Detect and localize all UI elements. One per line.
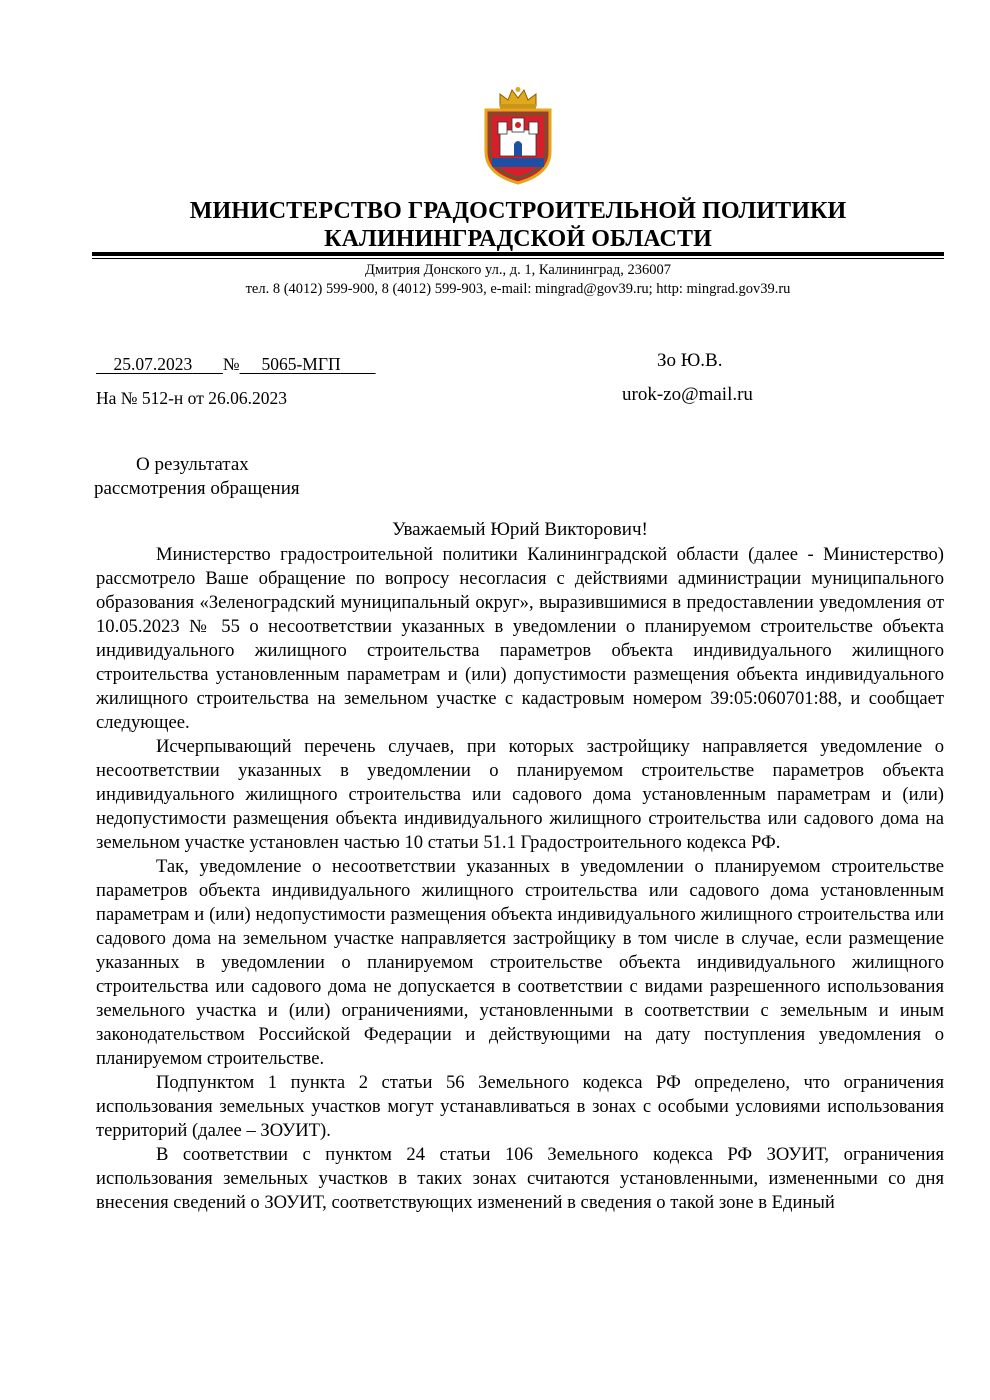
subject-line2: рассмотрения обращения xyxy=(94,478,300,499)
greeting: Уважаемый Юрий Викторович! xyxy=(392,519,648,540)
body-paragraph: В соответствии с пунктом 24 статьи 106 Земельного кодекса РФ ЗОУИТ, ограничения использования земельных участков в таких зонах считаются установленными, измененными со дня внесения сведений о ЗОУИТ, соответствующих изменений в сведения о такой зоне в Единый xyxy=(96,1144,944,1213)
body-paragraph: Исчерпывающий перечень случаев, при которых застройщику направляется уведомление о несоответствии указанных в уведомлении о планируемом строительстве параметров объекта индивидуального жилищного строительства или садового дома установленным параметрам и (или) недопустимости размещения объекта индивидуального жилищного строительства или садового дома на земельном участке установлен частью 10 статьи 51.1 Градостроительного кодекса РФ. xyxy=(96,736,944,853)
ministry-title-line1: МИНИСТЕРСТВО ГРАДОСТРОИТЕЛЬНОЙ ПОЛИТИКИ xyxy=(189,198,847,224)
letter-subject xyxy=(94,453,300,501)
recipient-name: Зо Ю.В. xyxy=(657,350,723,371)
letter-body xyxy=(96,543,944,1215)
ministry-title-line2: КАЛИНИНГРАДСКОЙ ОБЛАСТИ xyxy=(324,226,712,252)
registration-date: 25.07.2023 xyxy=(113,354,193,374)
ministry-contacts xyxy=(92,261,944,299)
header-divider-thick xyxy=(92,252,944,256)
reference-line: На № 512-н от 26.06.2023 xyxy=(96,388,287,408)
recipient-email: urok-zo@mail.ru xyxy=(622,384,753,405)
registration-line xyxy=(96,353,376,375)
ministry-address: Дмитрия Донского ул., д. 1, Калининград, 236007 xyxy=(365,262,671,278)
ministry-title xyxy=(100,197,936,253)
body-paragraph: Министерство градостроительной политики Калининградской области (далее - Министерство) рассмотрело Ваше обращение по вопросу несогласия с действиями администрации муниципального образования «Зеленоградский муниципальный округ», выразившимися в предоставлении уведомления от 10.05.2023 № 55 о несоответствии указанных в уведомлении о планируемом строительстве объекта индивидуального жилищного строительства параметров объекта индивидуального жилищного строительства установленным параметрам и (или) допустимости размещения объекта индивидуального жилищного строительства на земельном участке с кадастровым номером 39:05:060701:88, и сообщает следующее. xyxy=(96,544,944,733)
registration-number: 5065-МГП xyxy=(261,354,341,374)
registration-number-sign: № xyxy=(222,354,240,374)
header-divider-thin xyxy=(92,258,944,259)
body-paragraph: Подпунктом 1 пункта 2 статьи 56 Земельного кодекса РФ определено, что ограничения использования земельных участков могут устанавливаться в зонах с особыми условиями использования территорий (далее – ЗОУИТ). xyxy=(96,1072,944,1141)
ministry-phone-email: тел. 8 (4012) 599-900, 8 (4012) 599-903, e-mail: mingrad@gov39.ru; http: mingrad.gov39.ru xyxy=(245,281,791,297)
kaliningrad-coat-of-arms-icon xyxy=(478,86,558,186)
recipient-block xyxy=(622,344,842,412)
body-paragraph: Так, уведомление о несоответствии указанных в уведомлении о планируемом строительстве параметров объекта индивидуального жилищного строительства или садового дома установленным параметрам и (или) недопустимости размещения объекта индивидуального жилищного строительства или садового дома на земельном участке направляется застройщику в том числе в случае, если размещение указанных в уведомлении о планируемом строительстве объекта индивидуального жилищного строительства или садового дома не допускается в соответствии с видами разрешенного использования земельного участка и (или) ограничениями, установленными в соответствии с земельным и иным законодательством Российской Федерации и действующими на дату поступления уведомления о планируемом строительстве. xyxy=(96,856,944,1069)
subject-line1: О результатах xyxy=(136,454,249,475)
